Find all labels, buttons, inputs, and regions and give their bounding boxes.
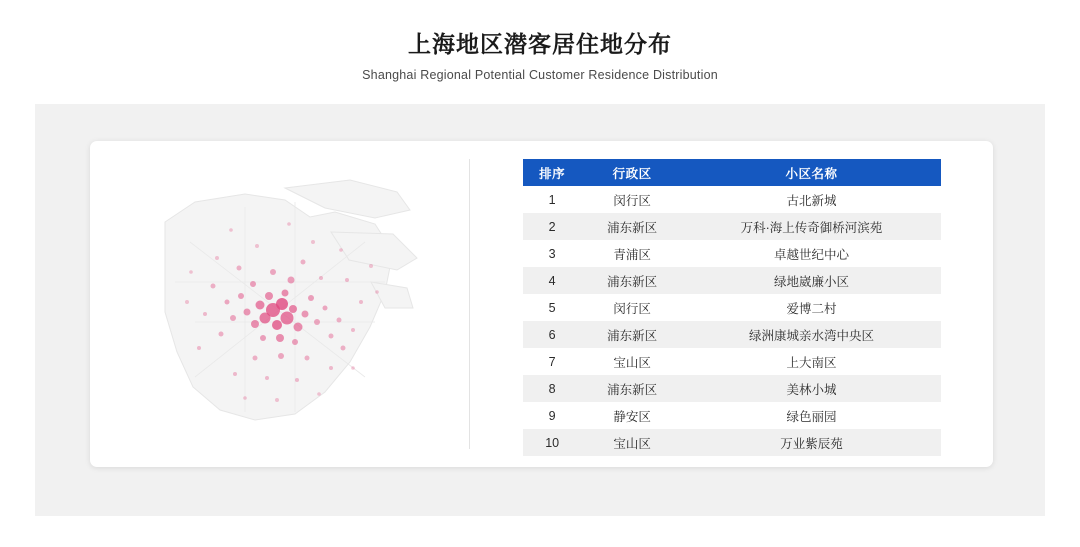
column-header-district: 行政区 [582, 159, 683, 186]
cell-community: 爱博二村 [682, 294, 940, 321]
cell-district: 静安区 [582, 402, 683, 429]
cell-district: 浦东新区 [582, 267, 683, 294]
table-body [523, 186, 941, 456]
cell-community: 万业紫辰苑 [682, 429, 940, 456]
cell-rank: 4 [523, 267, 582, 294]
column-header-rank: 排序 [523, 159, 582, 186]
cell-community: 美林小城 [682, 375, 940, 402]
shanghai-density-map [135, 162, 425, 447]
title-block [0, 0, 1080, 82]
cell-district: 闵行区 [582, 294, 683, 321]
table-row [523, 240, 941, 267]
table-row [523, 267, 941, 294]
cell-district: 浦东新区 [582, 213, 683, 240]
map-pane [90, 141, 470, 467]
cell-community: 绿色丽园 [682, 402, 940, 429]
table-pane [470, 141, 993, 467]
content-card [90, 141, 993, 467]
cell-rank: 7 [523, 348, 582, 375]
column-header-community: 小区名称 [682, 159, 940, 186]
table-row [523, 429, 941, 456]
cell-district: 闵行区 [582, 186, 683, 213]
cell-community: 万科·海上传奇御桥河滨苑 [682, 213, 940, 240]
table-row [523, 294, 941, 321]
cell-rank: 1 [523, 186, 582, 213]
page-subtitle: Shanghai Regional Potential Customer Residence Distribution [362, 68, 718, 82]
cell-rank: 3 [523, 240, 582, 267]
cell-community: 卓越世纪中心 [682, 240, 940, 267]
pane-divider [469, 159, 470, 449]
table-row [523, 375, 941, 402]
cell-rank: 2 [523, 213, 582, 240]
table-header-row [523, 159, 941, 186]
page-title: 上海地区潜客居住地分布 [408, 31, 672, 57]
cell-rank: 8 [523, 375, 582, 402]
cell-rank: 10 [523, 429, 582, 456]
cell-district: 青浦区 [582, 240, 683, 267]
cell-community: 上大南区 [682, 348, 940, 375]
table-row [523, 402, 941, 429]
table-row [523, 213, 941, 240]
table-header [523, 159, 941, 186]
cell-district: 宝山区 [582, 348, 683, 375]
cell-district: 浦东新区 [582, 375, 683, 402]
cell-rank: 9 [523, 402, 582, 429]
table-row [523, 348, 941, 375]
cell-rank: 6 [523, 321, 582, 348]
cell-district: 宝山区 [582, 429, 683, 456]
table-row [523, 186, 941, 213]
cell-community: 绿地崴廉小区 [682, 267, 940, 294]
cell-rank: 5 [523, 294, 582, 321]
cell-community: 绿洲康城亲水湾中央区 [682, 321, 940, 348]
table-row [523, 321, 941, 348]
cell-district: 浦东新区 [582, 321, 683, 348]
residence-rank-table [523, 159, 941, 456]
cell-community: 古北新城 [682, 186, 940, 213]
